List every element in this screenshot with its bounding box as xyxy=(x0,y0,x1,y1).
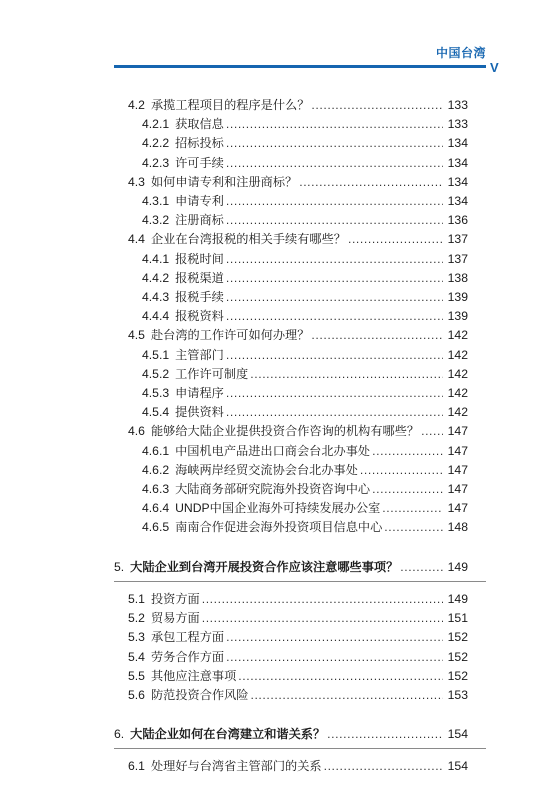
header-rule xyxy=(114,65,486,68)
toc-entry-page: 147 xyxy=(447,462,468,477)
toc-entry-number: 4.3 xyxy=(128,174,145,189)
dot-leader xyxy=(421,421,443,441)
dot-leader xyxy=(226,133,443,153)
toc-entry-number: 4.4.4 xyxy=(142,309,170,324)
dot-leader xyxy=(226,345,443,365)
toc-entry-page: 142 xyxy=(447,366,468,381)
dot-leader xyxy=(382,498,443,518)
toc-entry-page: 142 xyxy=(447,347,468,362)
toc-entry-number: 4.4 xyxy=(128,232,145,247)
dot-leader xyxy=(202,608,443,628)
toc-entry-page: 147 xyxy=(447,501,468,516)
toc-entry-title: 获取信息 xyxy=(175,117,224,132)
toc-entry[interactable] xyxy=(128,647,468,667)
toc-entry[interactable] xyxy=(142,249,468,269)
dot-leader xyxy=(372,479,443,499)
toc-entry-number: 4.6.3 xyxy=(142,482,170,496)
toc-entry-number: 4.5.3 xyxy=(142,386,170,400)
toc-entry[interactable] xyxy=(128,627,468,647)
toc-entry[interactable] xyxy=(128,685,468,705)
toc-entry-title: 企业在台湾报税的相关手续有哪些？ xyxy=(150,232,346,247)
dot-leader xyxy=(226,268,443,288)
toc-entry-title: 注册商标 xyxy=(175,213,224,228)
toc-entry-number: 4.5.1 xyxy=(142,347,170,362)
toc-entry[interactable] xyxy=(128,608,468,628)
toc-entry-page: 149 xyxy=(447,559,468,574)
toc-entry-page: 147 xyxy=(447,443,468,458)
dot-leader xyxy=(226,249,443,269)
toc-entry-page: 134 xyxy=(447,155,468,170)
toc-entry-page: 134 xyxy=(447,174,468,189)
toc-entry-title: 南南合作促进会海外投资项目信息中心 xyxy=(175,520,383,535)
toc-entry-number: 4.6 xyxy=(128,424,145,439)
toc-entry-title: UNDP中国企业海外可持续发展办公室 xyxy=(175,501,381,516)
dot-leader xyxy=(226,287,443,307)
dot-leader xyxy=(226,627,443,647)
toc-entry-page: 149 xyxy=(447,591,468,606)
dot-leader xyxy=(250,685,443,705)
toc-entry-title: 赴台湾的工作许可如何办理？ xyxy=(150,328,310,343)
toc-entry-title: 许可手续 xyxy=(175,155,224,170)
toc-entry-number: 4.2.1 xyxy=(142,117,170,132)
toc-entry[interactable] xyxy=(142,498,468,518)
toc-entry-title: 其他应注意事项 xyxy=(150,668,237,683)
header-title: 中国台湾 xyxy=(435,46,486,60)
toc-entry-title: 能够给大陆企业提供投资合作咨询的机构有哪些？ xyxy=(150,424,420,439)
dot-leader xyxy=(311,95,443,115)
chapter-rule xyxy=(114,748,486,749)
dot-leader xyxy=(324,756,443,776)
toc-entry-title: 申请专利 xyxy=(175,194,224,208)
toc-entry-title: 投资方面 xyxy=(150,591,200,606)
toc-entry[interactable] xyxy=(128,229,468,249)
dot-leader xyxy=(360,460,443,480)
toc-entry[interactable] xyxy=(128,589,468,609)
toc-entry-number: 4.2 xyxy=(128,98,145,112)
toc-entry[interactable] xyxy=(142,479,468,499)
toc-entry-page: 152 xyxy=(447,649,468,664)
dot-leader xyxy=(226,191,443,211)
toc-entry-title: 主管部门 xyxy=(175,347,224,362)
toc-entry[interactable] xyxy=(142,287,468,307)
toc-entry-title: 大陆商务部研究院海外投资咨询中心 xyxy=(175,482,371,496)
toc-entry-page: 151 xyxy=(447,611,468,626)
toc-entry-page: 134 xyxy=(447,136,468,151)
toc-entry-number: 4.4.1 xyxy=(142,251,170,266)
toc-entry-title: 提供资料 xyxy=(175,405,224,420)
toc-entry[interactable] xyxy=(142,268,468,288)
dot-leader xyxy=(202,589,443,609)
toc-entry-title: 工作许可制度 xyxy=(175,366,249,381)
toc-entry-title: 劳务合作方面 xyxy=(150,649,225,664)
toc-entry-page: 136 xyxy=(447,213,468,228)
toc-entry-number: 4.4.2 xyxy=(142,270,170,285)
toc-entry-number: 4.5.4 xyxy=(142,405,170,420)
toc-entry[interactable] xyxy=(142,517,468,537)
toc-entry-number: 5.2 xyxy=(128,611,145,626)
toc-entry-title: 大陆企业到台湾开展投资合作应该注意哪些事项？ xyxy=(130,559,399,574)
toc-entry-title: 大陆企业如何在台湾建立和谐关系？ xyxy=(130,727,326,742)
toc-entry-number: 4.4.3 xyxy=(142,290,170,304)
dot-leader xyxy=(226,114,443,134)
toc-entry-page: 134 xyxy=(447,194,468,208)
toc-entry-title: 报税手续 xyxy=(175,290,224,304)
toc-entry-title: 如何申请专利和注册商标？ xyxy=(150,174,298,189)
toc-entry-page: 152 xyxy=(447,630,468,645)
dot-leader xyxy=(400,557,443,577)
dot-leader xyxy=(226,402,443,422)
dot-leader xyxy=(226,153,443,173)
toc-entry-number: 5.5 xyxy=(128,668,145,683)
toc-entry-title: 承揽工程项目的程序是什么？ xyxy=(150,98,310,112)
toc-chapter-entry[interactable] xyxy=(114,557,468,577)
toc-entry-page: 133 xyxy=(447,98,468,112)
dot-leader xyxy=(250,364,443,384)
dot-leader xyxy=(226,210,443,230)
toc-entry-number: 5. xyxy=(114,559,125,574)
toc-entry[interactable] xyxy=(128,95,468,115)
toc-entry-title: 处理好与台湾省主管部门的关系 xyxy=(150,759,322,774)
toc-entry-page: 147 xyxy=(447,482,468,496)
dot-leader xyxy=(226,383,443,403)
toc-entry-page: 154 xyxy=(447,759,468,774)
chapter-rule xyxy=(114,581,486,582)
toc-entry-number: 4.6.1 xyxy=(142,443,170,458)
toc-entry[interactable] xyxy=(128,325,468,345)
toc-entry[interactable] xyxy=(142,460,468,480)
toc-entry-title: 贸易方面 xyxy=(150,611,200,626)
toc-entry-number: 4.3.1 xyxy=(142,194,170,208)
toc-entry-page: 148 xyxy=(447,520,468,535)
toc-entry-page: 133 xyxy=(447,117,468,132)
dot-leader xyxy=(384,517,443,537)
toc-entry-number: 4.5 xyxy=(128,328,145,343)
toc-entry-page: 153 xyxy=(447,687,468,702)
toc-entry[interactable] xyxy=(128,666,468,686)
toc-entry-page: 147 xyxy=(447,424,468,439)
toc-entry[interactable] xyxy=(142,114,468,134)
toc-entry[interactable] xyxy=(142,402,468,422)
toc-entry-number: 6. xyxy=(114,727,125,742)
toc-entry-number: 5.6 xyxy=(128,687,145,702)
toc-entry-number: 4.6.4 xyxy=(142,501,170,516)
toc-entry-number: 4.3.2 xyxy=(142,213,170,228)
toc-entry[interactable] xyxy=(142,153,468,173)
dot-leader xyxy=(226,647,443,667)
toc-entry-title: 海峡两岸经贸交流协会台北办事处 xyxy=(175,462,358,477)
toc-entry[interactable] xyxy=(142,345,468,365)
toc-entry-page: 152 xyxy=(447,668,468,683)
toc-entry-number: 4.6.2 xyxy=(142,462,170,477)
toc-chapter-entry[interactable] xyxy=(114,724,468,744)
toc-entry-number: 4.5.2 xyxy=(142,366,170,381)
toc-entry-title: 报税时间 xyxy=(175,251,224,266)
toc-entry-number: 4.2.2 xyxy=(142,136,170,151)
toc-entry-number: 5.1 xyxy=(128,591,145,606)
dot-leader xyxy=(299,172,443,192)
toc-entry[interactable] xyxy=(142,133,468,153)
dot-leader xyxy=(327,724,443,744)
toc-entry[interactable] xyxy=(142,306,468,326)
dot-leader xyxy=(238,666,443,686)
toc-entry-page: 142 xyxy=(447,328,468,343)
toc-entry-number: 4.2.3 xyxy=(142,155,170,170)
dot-leader xyxy=(372,441,443,461)
page-number: V xyxy=(490,60,499,75)
toc-entry-page: 137 xyxy=(447,232,468,247)
toc-entry-number: 6.1 xyxy=(128,759,145,774)
toc-entry-title: 申请程序 xyxy=(175,386,224,400)
toc-entry-page: 142 xyxy=(447,405,468,420)
toc-entry[interactable] xyxy=(128,756,468,776)
toc-entry[interactable] xyxy=(142,210,468,230)
toc-entry-title: 承包工程方面 xyxy=(150,630,225,645)
toc-entry[interactable] xyxy=(142,441,468,461)
toc-entry-page: 138 xyxy=(447,270,468,285)
toc-entry-page: 154 xyxy=(447,727,468,742)
toc-entry-page: 137 xyxy=(447,251,468,266)
dot-leader xyxy=(348,229,443,249)
toc-entry-number: 5.3 xyxy=(128,630,145,645)
toc-entry[interactable] xyxy=(142,191,468,211)
toc-entry-title: 报税资料 xyxy=(175,309,224,324)
toc-entry[interactable] xyxy=(128,172,468,192)
toc-entry-page: 139 xyxy=(447,309,468,324)
toc-entry[interactable] xyxy=(128,421,468,441)
toc-entry-page: 142 xyxy=(447,386,468,400)
toc-entry[interactable] xyxy=(142,383,468,403)
toc-entry-title: 中国机电产品进出口商会台北办事处 xyxy=(175,443,371,458)
toc-entry-number: 5.4 xyxy=(128,649,145,664)
toc-entry-number: 4.6.5 xyxy=(142,520,170,535)
toc-entry-page: 139 xyxy=(447,290,468,304)
toc-entry-title: 招标投标 xyxy=(175,136,224,151)
toc-entry[interactable] xyxy=(142,364,468,384)
toc-entry-title: 防范投资合作风险 xyxy=(150,687,249,702)
dot-leader xyxy=(311,325,443,345)
toc-entry-title: 报税渠道 xyxy=(175,270,224,285)
dot-leader xyxy=(226,306,443,326)
